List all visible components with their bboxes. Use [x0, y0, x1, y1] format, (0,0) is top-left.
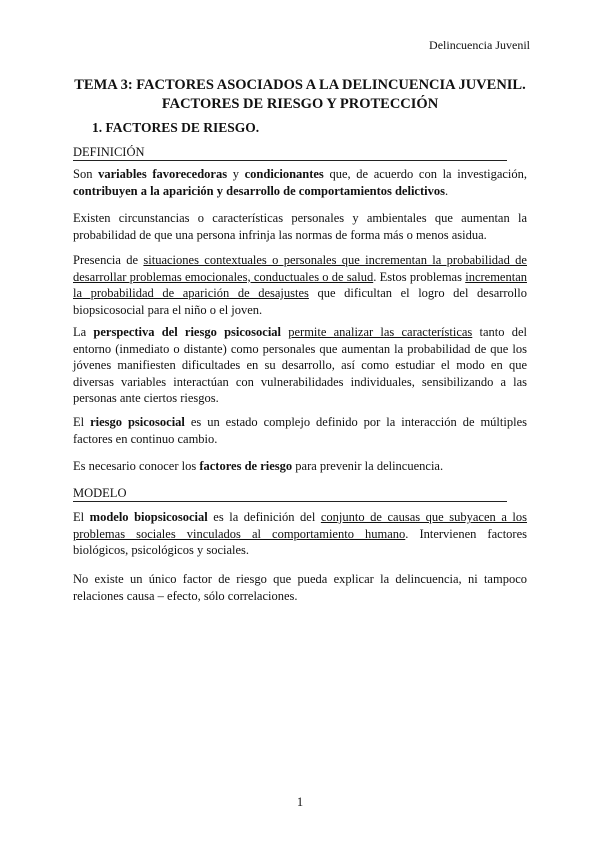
underlined-text: conjunto de causas que subyacen a los problemas sociales vinculados al comportamiento humano — [73, 510, 528, 541]
title-line-1: TEMA 3: FACTORES ASOCIADOS A LA DELINCUENCIA JUVENIL. — [74, 77, 526, 93]
underlined-text: permite analizar las características — [288, 325, 473, 339]
bold-text: condicionantes — [244, 167, 324, 181]
paragraph — [73, 458, 527, 475]
text-run: que dificultan el logro del desarrollo biopsicosocial para el niño o el joven. — [73, 286, 528, 317]
text-run: Es necesario conocer los — [73, 459, 200, 473]
text-run: para prevenir la delincuencia. — [292, 459, 444, 473]
page-title — [60, 76, 540, 114]
paragraph — [73, 252, 527, 318]
bold-text: variables favorecedoras — [98, 167, 228, 181]
bold-text: riesgo psicosocial — [90, 415, 185, 429]
page-number: 1 — [296, 795, 304, 809]
text-run: Son — [73, 167, 99, 181]
section-heading: 1. FACTORES DE RIESGO. — [92, 120, 260, 135]
paragraph — [73, 324, 527, 407]
text-run: No existe un único factor de riesgo que pueda explicar la delincuencia, ni tampoco relaciones causa – efecto, sólo correlaciones. — [73, 572, 527, 603]
text-run: . Estos problemas — [373, 269, 466, 284]
paragraph — [73, 166, 527, 199]
text-run: y — [227, 167, 245, 181]
paragraph — [73, 509, 527, 559]
paragraph — [73, 414, 527, 447]
bold-text: perspectiva del riesgo psicosocial — [93, 325, 282, 339]
bold-text: modelo biopsicosocial — [89, 510, 208, 524]
text-run: . — [444, 183, 449, 198]
bold-text: contribuyen a la aparición y desarrollo de comportamientos delictivos — [73, 183, 445, 198]
text-run: Presencia de — [73, 253, 144, 267]
title-line-2: FACTORES DE RIESGO Y PROTECCIÓN — [161, 96, 439, 112]
subheading-model: MODELO — [73, 486, 507, 502]
text-run: es un estado complejo definido por la interacción de múltiples factores en continuo cambio. — [73, 415, 527, 446]
paragraph — [73, 571, 527, 604]
text-run: El — [73, 510, 90, 524]
text-run: tanto del entorno (inmediato o distante) como personales que aumentan la probabilidad de que los jóvenes manifiesten dificultades en su desarrollo, así como estudiar el modo en que diversas variables interactúan con vulnerabilidades individuales, sensibilizando a las personas ante ciertos riesgos. — [73, 325, 527, 405]
text-run: es la definición del — [207, 510, 321, 524]
underlined-text: situaciones contextuales o personales que incrementan la probabilidad de desarrollar problemas emocionales, conductuales o de salud — [73, 253, 527, 284]
text-run: El — [73, 415, 91, 429]
running-header: Delincuencia Juvenil — [429, 38, 530, 52]
text-run: Existen circunstancias o características personales y ambientales que aumentan la probabilidad de que una persona infrinja las normas de forma más o menos asidua. — [73, 211, 527, 242]
text-run: . Intervienen factores biológicos, psicológicos y sociales. — [73, 526, 527, 557]
bold-text: factores de riesgo — [199, 459, 293, 473]
paragraph — [73, 210, 527, 243]
subheading-definition: DEFINICIÓN — [73, 145, 507, 161]
text-run: que, de acuerdo con la investigación, — [323, 167, 528, 181]
underlined-text: incrementan la probabilidad de aparición de desajustes — [73, 269, 527, 300]
text-run: La — [73, 325, 94, 339]
